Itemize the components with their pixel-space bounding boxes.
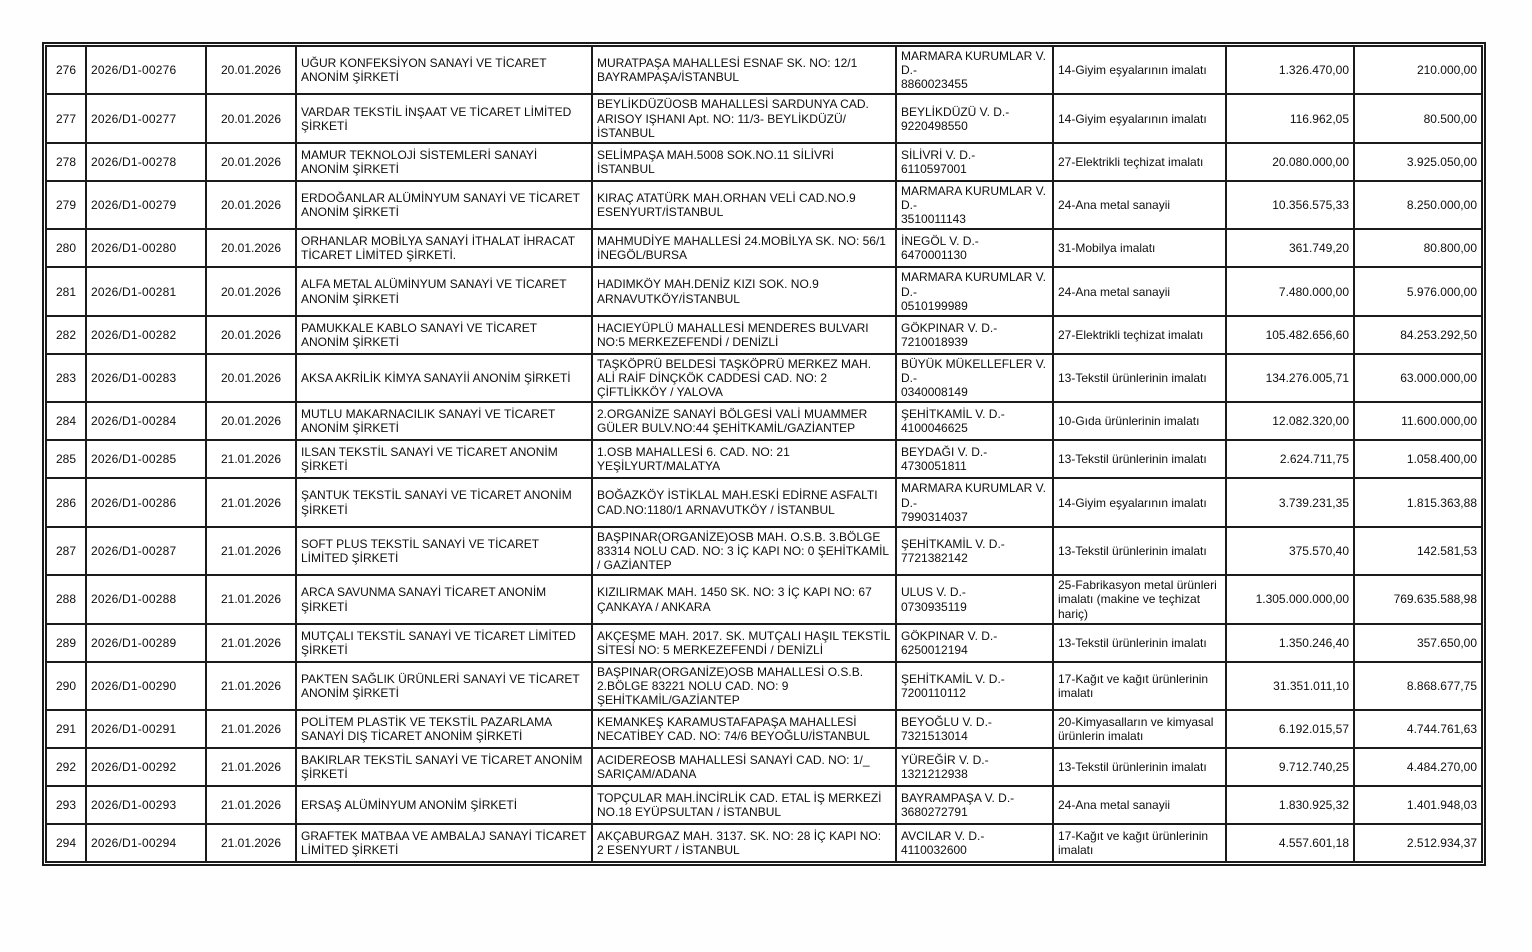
cell-tax-office (896, 710, 1053, 748)
cell-amount-2: 1.815.363,88 (1354, 478, 1482, 526)
cell-tax-office (896, 229, 1053, 267)
tax-office-name: MARMARA KURUMLAR V. D.- (901, 270, 1046, 299)
cell-tax-office (896, 824, 1053, 862)
table-outer-frame (42, 42, 1486, 866)
cell-row-number: 287 (46, 527, 86, 575)
cell-amount-2: 1.401.948,03 (1354, 786, 1482, 824)
cell-address: AKÇABURGAZ MAH. 3137. SK. NO: 28 İÇ KAPI NO: 2 ESENYURT / İSTANBUL (592, 824, 896, 862)
cell-certificate-no: 2026/D1-00287 (86, 527, 206, 575)
cell-amount-1: 31.351.011,10 (1226, 662, 1354, 710)
tax-office-number: 0340008149 (901, 385, 968, 400)
cell-amount-1: 375.570,40 (1226, 527, 1354, 575)
cell-sector: 31-Mobilya imalatı (1053, 229, 1226, 267)
tax-office-number: 8860023455 (901, 77, 968, 92)
tax-office-number: 4110032600 (901, 843, 967, 858)
cell-amount-2: 5.976.000,00 (1354, 267, 1482, 315)
cell-date: 21.01.2026 (206, 478, 296, 526)
cell-address: ACIDEREOSB MAHALLESİ SANAYİ CAD. NO: 1/_ SARIÇAM/ADANA (592, 748, 896, 786)
tax-office-number: 9220498550 (901, 118, 968, 133)
table-row (46, 402, 1482, 440)
cell-address: HACIEYÜPLÜ MAHALLESİ MENDERES BULVARI NO:5 MERKEZEFENDİ / DENİZLİ (592, 316, 896, 354)
cell-certificate-no: 2026/D1-00279 (86, 181, 206, 229)
cell-sector: 17-Kağıt ve kağıt ürünlerinin imalatı (1053, 824, 1226, 862)
cell-amount-2: 11.600.000,00 (1354, 402, 1482, 440)
cell-certificate-no: 2026/D1-00288 (86, 575, 206, 623)
table-row (46, 478, 1482, 526)
cell-amount-2: 769.635.588,98 (1354, 575, 1482, 623)
cell-company-name: ORHANLAR MOBİLYA SANAYİ İTHALAT İHRACAT TİCARET LİMİTED ŞİRKETİ. (296, 229, 592, 267)
cell-address: BEYLİKDÜZÜOSB MAHALLESİ SARDUNYA CAD. ARISOY IŞHANI Apt. NO: 11/3- BEYLİKDÜZÜ/İSTANBUL (592, 94, 896, 142)
tax-office-name: YÜREĞİR V. D.- (901, 753, 989, 768)
cell-tax-office (896, 94, 1053, 142)
tax-office-number: 7321513014 (901, 729, 968, 744)
cell-date: 21.01.2026 (206, 786, 296, 824)
cell-date: 20.01.2026 (206, 94, 296, 142)
table-row (46, 440, 1482, 478)
table-row (46, 786, 1482, 824)
cell-tax-office (896, 46, 1053, 94)
cell-sector: 13-Tekstil ürünlerinin imalatı (1053, 748, 1226, 786)
cell-amount-2: 80.800,00 (1354, 229, 1482, 267)
cell-company-name: AKSA AKRİLİK KİMYA SANAYİİ ANONİM ŞİRKETİ (296, 354, 592, 402)
cell-address: KIZILIRMAK MAH. 1450 SK. NO: 3 İÇ KAPI NO: 67 ÇANKAYA / ANKARA (592, 575, 896, 623)
cell-date: 20.01.2026 (206, 354, 296, 402)
cell-company-name: ERDOĞANLAR ALÜMİNYUM SANAYİ VE TİCARET ANONİM ŞİRKETİ (296, 181, 592, 229)
cell-amount-2: 4.744.761,63 (1354, 710, 1482, 748)
table-body (46, 46, 1482, 862)
cell-tax-office (896, 662, 1053, 710)
cell-tax-office (896, 575, 1053, 623)
cell-row-number: 285 (46, 440, 86, 478)
cell-row-number: 278 (46, 143, 86, 181)
cell-tax-office (896, 748, 1053, 786)
cell-sector: 13-Tekstil ürünlerinin imalatı (1053, 440, 1226, 478)
cell-company-name: GRAFTEK MATBAA VE AMBALAJ SANAYİ TİCARET LİMİTED ŞİRKETİ (296, 824, 592, 862)
cell-amount-1: 1.350.246,40 (1226, 624, 1354, 662)
tax-office-number: 4100046625 (901, 421, 968, 436)
cell-date: 20.01.2026 (206, 402, 296, 440)
cell-amount-1: 2.624.711,75 (1226, 440, 1354, 478)
tax-office-number: 3510011143 (901, 212, 966, 227)
cell-amount-2: 357.650,00 (1354, 624, 1482, 662)
tax-office-name: BAYRAMPAŞA V. D.- (901, 791, 1015, 806)
cell-company-name: ARCA SAVUNMA SANAYİ TİCARET ANONİM ŞİRKETİ (296, 575, 592, 623)
cell-sector: 13-Tekstil ürünlerinin imalatı (1053, 354, 1226, 402)
tax-office-number: 6250012194 (901, 642, 968, 657)
cell-date: 20.01.2026 (206, 143, 296, 181)
cell-certificate-no: 2026/D1-00290 (86, 662, 206, 710)
table-row (46, 267, 1482, 315)
cell-sector: 14-Giyim eşyalarının imalatı (1053, 94, 1226, 142)
cell-company-name: BAKIRLAR TEKSTİL SANAYİ VE TİCARET ANONİM ŞİRKETİ (296, 748, 592, 786)
tax-office-name: BEYDAĞI V. D.- (901, 445, 988, 460)
cell-amount-1: 4.557.601,18 (1226, 824, 1354, 862)
cell-company-name: ALFA METAL ALÜMİNYUM SANAYİ VE TİCARET ANONİM ŞİRKETİ (296, 267, 592, 315)
cell-address: BAŞPINAR(ORGANİZE)OSB MAHALLESİ O.S.B. 2.BÖLGE 83221 NOLU CAD. NO: 9 ŞEHİTKAMİL/GAZİANTEP (592, 662, 896, 710)
cell-company-name: ERSAŞ ALÜMİNYUM ANONİM ŞİRKETİ (296, 786, 592, 824)
cell-row-number: 282 (46, 316, 86, 354)
tax-office-name: BEYLİKDÜZÜ V. D.- (901, 104, 1010, 119)
tax-office-name: BEYOĞLU V. D.- (901, 715, 992, 730)
cell-amount-1: 9.712.740,25 (1226, 748, 1354, 786)
cell-amount-2: 142.581,53 (1354, 527, 1482, 575)
tax-office-name: SİLİVRİ V. D.- (901, 147, 976, 162)
cell-company-name: PAMUKKALE KABLO SANAYİ VE TİCARET ANONİM ŞİRKETİ (296, 316, 592, 354)
cell-amount-1: 116.962,05 (1226, 94, 1354, 142)
cell-address: 2.ORGANİZE SANAYİ BÖLGESİ VALİ MUAMMER GÜLER BULV.NO:44 ŞEHİTKAMİL/GAZİANTEP (592, 402, 896, 440)
tax-office-number: 6110597001 (901, 161, 967, 176)
cell-tax-office (896, 267, 1053, 315)
cell-sector: 14-Giyim eşyalarının imalatı (1053, 46, 1226, 94)
tax-office-number: 0510199989 (901, 298, 968, 313)
cell-amount-1: 361.749,20 (1226, 229, 1354, 267)
tax-office-name: MARMARA KURUMLAR V. D.- (901, 49, 1046, 78)
cell-amount-1: 3.739.231,35 (1226, 478, 1354, 526)
tax-office-name: AVCILAR V. D.- (901, 829, 985, 844)
cell-certificate-no: 2026/D1-00280 (86, 229, 206, 267)
cell-row-number: 279 (46, 181, 86, 229)
tax-office-number: 4730051811 (901, 459, 967, 474)
cell-tax-office (896, 527, 1053, 575)
cell-company-name: VARDAR TEKSTİL İNŞAAT VE TİCARET LİMİTED ŞİRKETİ (296, 94, 592, 142)
cell-address: SELİMPAŞA MAH.5008 SOK.NO.11 SİLİVRİ İSTANBUL (592, 143, 896, 181)
cell-address: KIRAÇ ATATÜRK MAH.ORHAN VELİ CAD.NO.9 ESENYURT/İSTANBUL (592, 181, 896, 229)
tax-office-name: MARMARA KURUMLAR V. D.- (901, 481, 1046, 510)
cell-sector: 13-Tekstil ürünlerinin imalatı (1053, 624, 1226, 662)
cell-sector: 24-Ana metal sanayii (1053, 181, 1226, 229)
cell-company-name: MAMUR TEKNOLOJİ SİSTEMLERİ SANAYİ ANONİM ŞİRKETİ (296, 143, 592, 181)
cell-address: TAŞKÖPRÜ BELDESİ TAŞKÖPRÜ MERKEZ MAH. ALİ RAİF DİNÇKÖK CADDESİ CAD. NO: 2 ÇİFTLİKKÖY / YALOVA (592, 354, 896, 402)
cell-certificate-no: 2026/D1-00276 (86, 46, 206, 94)
cell-date: 21.01.2026 (206, 710, 296, 748)
cell-sector: 13-Tekstil ürünlerinin imalatı (1053, 527, 1226, 575)
cell-sector: 24-Ana metal sanayii (1053, 786, 1226, 824)
cell-tax-office (896, 181, 1053, 229)
table-row (46, 181, 1482, 229)
cell-certificate-no: 2026/D1-00277 (86, 94, 206, 142)
cell-amount-1: 12.082.320,00 (1226, 402, 1354, 440)
cell-address: BAŞPINAR(ORGANİZE)OSB MAH. O.S.B. 3.BÖLGE 83314 NOLU CAD. NO: 3 İÇ KAPI NO: 0 ŞEHİTKAMİL / GAZİANTEP (592, 527, 896, 575)
cell-row-number: 294 (46, 824, 86, 862)
cell-amount-2: 8.868.677,75 (1354, 662, 1482, 710)
cell-amount-2: 3.925.050,00 (1354, 143, 1482, 181)
cell-row-number: 291 (46, 710, 86, 748)
table-row (46, 710, 1482, 748)
cell-certificate-no: 2026/D1-00278 (86, 143, 206, 181)
cell-amount-2: 84.253.292,50 (1354, 316, 1482, 354)
cell-date: 20.01.2026 (206, 316, 296, 354)
tax-office-number: 7210018939 (901, 334, 968, 349)
cell-tax-office (896, 786, 1053, 824)
cell-amount-1: 105.482.656,60 (1226, 316, 1354, 354)
cell-company-name: MUTÇALI TEKSTİL SANAYİ VE TİCARET LİMİTED ŞİRKETİ (296, 624, 592, 662)
cell-row-number: 293 (46, 786, 86, 824)
table-row (46, 748, 1482, 786)
cell-amount-2: 2.512.934,37 (1354, 824, 1482, 862)
cell-company-name: MUTLU MAKARNACILIK SANAYİ VE TİCARET ANONİM ŞİRKETİ (296, 402, 592, 440)
cell-certificate-no: 2026/D1-00286 (86, 478, 206, 526)
cell-row-number: 280 (46, 229, 86, 267)
cell-date: 20.01.2026 (206, 267, 296, 315)
cell-certificate-no: 2026/D1-00282 (86, 316, 206, 354)
tax-office-name: ŞEHİTKAMİL V. D.- (901, 407, 1005, 422)
tax-office-name: ULUS V. D.- (901, 585, 966, 600)
cell-date: 20.01.2026 (206, 46, 296, 94)
cell-row-number: 292 (46, 748, 86, 786)
cell-company-name: SOFT PLUS TEKSTİL SANAYİ VE TİCARET LİMİTED ŞİRKETİ (296, 527, 592, 575)
cell-row-number: 288 (46, 575, 86, 623)
tax-office-name: BÜYÜK MÜKELLEFLER V. D.- (901, 356, 1046, 386)
cell-company-name: UĞUR KONFEKSİYON SANAYİ VE TİCARET ANONİM ŞİRKETİ (296, 46, 592, 94)
tax-office-name: GÖKPINAR V. D.- (901, 628, 998, 643)
cell-amount-1: 1.326.470,00 (1226, 46, 1354, 94)
cell-date: 21.01.2026 (206, 624, 296, 662)
cell-row-number: 277 (46, 94, 86, 142)
cell-row-number: 289 (46, 624, 86, 662)
cell-amount-1: 6.192.015,57 (1226, 710, 1354, 748)
table-row (46, 143, 1482, 181)
cell-amount-2: 4.484.270,00 (1354, 748, 1482, 786)
table-row (46, 354, 1482, 402)
cell-certificate-no: 2026/D1-00289 (86, 624, 206, 662)
cell-row-number: 283 (46, 354, 86, 402)
table-row (46, 94, 1482, 142)
cell-tax-office (896, 402, 1053, 440)
cell-address: MAHMUDİYE MAHALLESİ 24.MOBİLYA SK. NO: 56/1 İNEGÖL/BURSA (592, 229, 896, 267)
cell-company-name: ILSAN TEKSTİL SANAYİ VE TİCARET ANONİM ŞİRKETİ (296, 440, 592, 478)
tax-office-name: İNEGÖL V. D.- (901, 234, 979, 249)
tax-office-number: 1321212938 (901, 767, 968, 782)
cell-certificate-no: 2026/D1-00293 (86, 786, 206, 824)
tax-office-name: ŞEHİTKAMİL V. D.- (901, 536, 1005, 551)
cell-amount-2: 210.000,00 (1354, 46, 1482, 94)
cell-tax-office (896, 143, 1053, 181)
tax-office-number: 0730935119 (901, 599, 967, 614)
incentive-certificate-table (45, 45, 1483, 863)
cell-address: KEMANKEŞ KARAMUSTAFAPAŞA MAHALLESİ NECATİBEY CAD. NO: 74/6 BEYOĞLU/İSTANBUL (592, 710, 896, 748)
tax-office-number: 7721382142 (901, 551, 968, 566)
cell-sector: 20-Kimyasalların ve kimyasal ürünlerin imalatı (1053, 710, 1226, 748)
cell-tax-office (896, 354, 1053, 402)
cell-address: AKÇEŞME MAH. 2017. SK. MUTÇALI HAŞIL TEKSTİL SİTESİ NO: 5 MERKEZEFENDİ / DENİZLİ (592, 624, 896, 662)
table-row (46, 527, 1482, 575)
cell-tax-office (896, 624, 1053, 662)
cell-certificate-no: 2026/D1-00294 (86, 824, 206, 862)
tax-office-number: 6470001130 (901, 248, 967, 263)
table-row (46, 46, 1482, 94)
cell-address: TOPÇULAR MAH.İNCİRLİK CAD. ETAL İŞ MERKEZİ NO.18 EYÜPSULTAN / İSTANBUL (592, 786, 896, 824)
cell-row-number: 276 (46, 46, 86, 94)
cell-address: BOĞAZKÖY İSTİKLAL MAH.ESKİ EDİRNE ASFALTI CAD.NO:1180/1 ARNAVUTKÖY / İSTANBUL (592, 478, 896, 526)
cell-date: 21.01.2026 (206, 748, 296, 786)
cell-company-name: POLİTEM PLASTİK VE TEKSTİL PAZARLAMA SANAYİ DIŞ TİCARET ANONİM ŞİRKETİ (296, 710, 592, 748)
cell-sector: 27-Elektrikli teçhizat imalatı (1053, 143, 1226, 181)
cell-amount-1: 10.356.575,33 (1226, 181, 1354, 229)
cell-address: HADIMKÖY MAH.DENİZ KIZI SOK. NO.9 ARNAVUTKÖY/İSTANBUL (592, 267, 896, 315)
cell-amount-1: 134.276.005,71 (1226, 354, 1354, 402)
cell-amount-1: 7.480.000,00 (1226, 267, 1354, 315)
table-row (46, 662, 1482, 710)
cell-sector: 17-Kağıt ve kağıt ürünlerinin imalatı (1053, 662, 1226, 710)
cell-address: MURATPAŞA MAHALLESİ ESNAF SK. NO: 12/1 BAYRAMPAŞA/İSTANBUL (592, 46, 896, 94)
cell-sector: 25-Fabrikasyon metal ürünleri imalatı (makine ve teçhizat hariç) (1053, 575, 1226, 623)
cell-row-number: 286 (46, 478, 86, 526)
table-row (46, 575, 1482, 623)
cell-company-name: PAKTEN SAĞLIK ÜRÜNLERİ SANAYİ VE TİCARET ANONİM ŞİRKETİ (296, 662, 592, 710)
tax-office-name: MARMARA KURUMLAR V. D.- (901, 183, 1046, 213)
cell-amount-2: 8.250.000,00 (1354, 181, 1482, 229)
tax-office-number: 7200110112 (901, 685, 966, 700)
tax-office-name: ŞEHİTKAMİL V. D.- (901, 671, 1005, 686)
cell-address: 1.OSB MAHALLESİ 6. CAD. NO: 21 YEŞİLYURT/MALATYA (592, 440, 896, 478)
cell-amount-1: 1.830.925,32 (1226, 786, 1354, 824)
cell-certificate-no: 2026/D1-00281 (86, 267, 206, 315)
cell-tax-office (896, 316, 1053, 354)
cell-amount-2: 80.500,00 (1354, 94, 1482, 142)
cell-sector: 24-Ana metal sanayii (1053, 267, 1226, 315)
tax-office-number: 3680272791 (901, 805, 968, 820)
cell-date: 21.01.2026 (206, 527, 296, 575)
cell-amount-1: 20.080.000,00 (1226, 143, 1354, 181)
cell-certificate-no: 2026/D1-00285 (86, 440, 206, 478)
cell-company-name: ŞANTUK TEKSTİL SANAYİ VE TİCARET ANONİM ŞİRKETİ (296, 478, 592, 526)
cell-certificate-no: 2026/D1-00284 (86, 402, 206, 440)
cell-row-number: 290 (46, 662, 86, 710)
cell-amount-2: 63.000.000,00 (1354, 354, 1482, 402)
cell-tax-office (896, 440, 1053, 478)
table-row (46, 624, 1482, 662)
cell-date: 21.01.2026 (206, 440, 296, 478)
tax-office-name: GÖKPINAR V. D.- (901, 320, 998, 335)
cell-amount-2: 1.058.400,00 (1354, 440, 1482, 478)
table-row (46, 229, 1482, 267)
cell-row-number: 281 (46, 267, 86, 315)
cell-date: 20.01.2026 (206, 229, 296, 267)
table-row (46, 316, 1482, 354)
cell-sector: 27-Elektrikli teçhizat imalatı (1053, 316, 1226, 354)
cell-sector: 14-Giyim eşyalarının imalatı (1053, 478, 1226, 526)
cell-certificate-no: 2026/D1-00283 (86, 354, 206, 402)
cell-sector: 10-Gıda ürünlerinin imalatı (1053, 402, 1226, 440)
cell-tax-office (896, 478, 1053, 526)
table-row (46, 824, 1482, 862)
cell-date: 21.01.2026 (206, 824, 296, 862)
cell-date: 21.01.2026 (206, 575, 296, 623)
cell-date: 20.01.2026 (206, 181, 296, 229)
tax-office-number: 7990314037 (901, 509, 968, 524)
cell-certificate-no: 2026/D1-00291 (86, 710, 206, 748)
cell-row-number: 284 (46, 402, 86, 440)
cell-date: 21.01.2026 (206, 662, 296, 710)
cell-certificate-no: 2026/D1-00292 (86, 748, 206, 786)
cell-amount-1: 1.305.000.000,00 (1226, 575, 1354, 623)
